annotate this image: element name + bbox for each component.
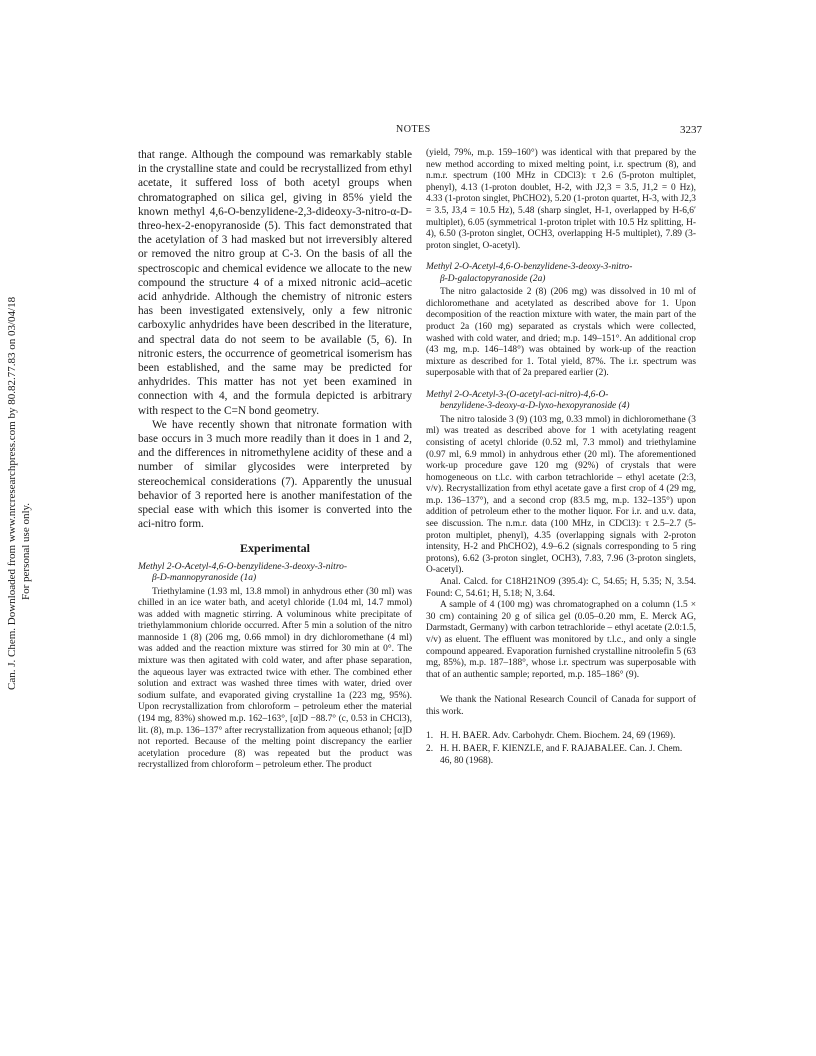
body-paragraph: A sample of 4 (100 mg) was chromatographed on a column (1.5 × 30 cm) containing 20 g of silica gel (0.05–0.20 mm, E. Merck AG, Darmstadt, Germany) with carbon tetrachloride – ethyl acetate (2.0:1.5, v/v) as eluent. The effluent was monitored by t.l.c., and only a single compound appeared. Evaporation furnished crystalline nitroolefin 5 (63 mg, 85%), m.p. 187–188°, whose i.r. spectrum was superposable with that of an authentic sample; reported, m.p. 185–186° (9). — [426, 600, 696, 680]
subsection-heading — [426, 390, 696, 413]
subsection-heading — [138, 562, 412, 585]
watermark-line-2: For personal use only. — [20, 502, 32, 600]
body-paragraph: The nitro taloside 3 (9) (103 mg, 0.33 mmol) in dichloromethane (3 ml) was treated as described above for 1 with acetylating reagent consisting of acetyl chloride (0.52 ml, 7.3 mmol) and triethylamine (0.97 ml, 6.9 mmol) in anhydrous ether (20 ml). The aforementioned work-up procedure gave 120 mg (92%) of crystals that were homogeneous on t.l.c. with carbon tetrachloride – ethyl acetate (2:3, v/v). Recrystallization from ethyl acetate gave a first crop of 4 (29 mg, m.p. 136–137°), and a second crop (83.5 mg, m.p. 132–135°) upon addition of petroleum ether to the mother liquor. For i.r. and u.v. data, see discussion. The n.m.r. data (100 MHz, in CDCl3): τ 2.5–2.7 (5-proton multiplet, phenyl), 4.35 (overlapping signals with 2-proton intensity, H-2 and PhCHO2), 4.9–6.2 (signals corresponding to 5 ring protons), 6.62 (3-proton singlet, OCH3), 7.83, 7.96 (3-proton singlets, O-acetyl). — [426, 414, 696, 576]
reference-item — [426, 731, 696, 743]
acknowledgement: We thank the National Research Council of Canada for support of this work. — [426, 695, 696, 717]
reference-text: H. H. BAER, F. KIENZLE, and F. RAJABALEE. Can. J. Chem. 46, 80 (1968). — [440, 744, 683, 766]
subsection-heading-line: Methyl 2-O-Acetyl-4,6-O-benzylidene-3-deoxy-3-nitro- — [426, 262, 633, 273]
body-paragraph: that range. Although the compound was remarkably stable in the crystalline state and could be recrystallized from ethyl acetate, it suffered loss of both acetyl groups when chromatographed on silica gel, giving in 85% yield the known methyl 4,6-O-benzylidene-2,3-dideoxy-3-nitro-α-D-threo-hex-2-enopyranoside (5). This fact demonstrated that the acetylation of 3 had masked but not irreversibly altered or removed the nitro group at C-3. On the basis of all the spectroscopic and chemical evidence we allocate to the new compound the structure 4 of a mixed nitronic acid–acetic acid anhydride. Although the chemistry of nitronic esters has been investigated extensively, only a few nitronic carboxylic anhydrides have been described in the literature, and spectral data do not seem to be available (5, 6). In nitronic esters, the occurrence of geometrical isomerism has been established, and the same may be predicted for anhydrides. This matter has not yet been examined in connection with 4, and the formula depicted is arbitrary with respect to the C=N bond geometry. — [138, 149, 412, 417]
subsection-heading-line: Methyl 2-O-Acetyl-3-(O-acetyl-aci-nitro)-4,6-O- — [426, 389, 609, 400]
reference-list — [426, 731, 696, 768]
body-paragraph: The nitro galactoside 2 (8) (206 mg) was dissolved in 10 ml of dichloromethane and acetylated as described above for 1. Upon decomposition of the reaction mixture with water, the main part of the product 2a (160 mg) separated as crystals which were collected, washed with cold water, and dried; m.p. 149–151°. An additional crop (43 mg, m.p. 146–148°) was obtained by work-up of the reaction mixture as described for 1. Total yield, 87%. The i.r. spectrum was superposable with that of 2a prepared earlier (2). — [426, 287, 696, 379]
page-number: 3237 — [680, 124, 702, 136]
running-head — [0, 124, 816, 140]
reference-text: H. H. BAER. Adv. Carbohydr. Chem. Biochem. 24, 69 (1969). — [440, 730, 676, 741]
download-watermark — [4, 290, 40, 690]
watermark-line-1: Can. J. Chem. Downloaded from www.nrcresearchpress.com by 80.82.77.83 on 03/04/18 — [6, 296, 18, 690]
subsection-heading — [426, 262, 696, 285]
left-column — [138, 148, 412, 772]
body-paragraph: Anal. Calcd. for C18H21NO9 (395.4): C, 54.65; H, 5.35; N, 3.54. Found: C, 54.61; H, 5.18; N, 3.64. — [426, 577, 696, 599]
reference-number: 2. — [426, 744, 434, 755]
body-paragraph: (yield, 79%, m.p. 159–160°) was identical with that prepared by the new method according to mixed melting point, i.r. spectrum (8), and n.m.r. spectrum (100 MHz in CDCl3): τ 2.6 (5-proton multiplet, phenyl), 4.13 (1-proton doublet, H-2, with J2,3 = 3.5, J1,2 = 0 Hz), 4.33 (1-proton singlet, PhCHO2), 5.20 (1-proton quartet, H-3, with J2,3 = 3.5, J3,4 = 10.5 Hz), 5.48 (sharp singlet, H-1, overlapped by H-6,6′ multiplet), 6.05 (symmetrical 1-proton triplet with 10.5 Hz splitting, H-4), 6.50 (3-proton singlet, OCH3, overlapping H-5 multiplet), 7.89 (3-proton singlet, O-acetyl). — [426, 148, 696, 251]
subsection-heading-line: β-D-galactopyranoside (2a) — [440, 273, 546, 284]
subsection-heading-line: benzylidene-3-deoxy-α-D-lyxo-hexopyranoside (4) — [440, 401, 630, 412]
section-heading-experimental: Experimental — [240, 541, 310, 556]
subsection-heading-line: β-D-mannopyranoside (1a) — [152, 573, 257, 584]
body-paragraph: Triethylamine (1.93 ml, 13.8 mmol) in anhydrous ether (30 ml) was chilled in an ice water bath, and acetyl chloride (1.04 ml, 14.7 mmol) was added with magnetic stirring. A voluminous white precipitate of triethylammonium chloride occurred. After 5 min a solution of the nitro mannoside 1 (8) (206 mg, 0.66 mmol) in dry dichloromethane (4 ml) was added and the reaction mixture was stirred for 30 min at 0°. The mixture was then agitated with cold water, and after phase separation, the aqueous layer was extracted twice with ether. The combined ether solution and extract was washed three times with water, dried over sodium sulfate, and evaporated giving crystalline 1a (223 mg, 95%). Upon recrystallization from chloroform – petroleum ether the material (194 mg, 83%) showed m.p. 162–163°, [α]D −88.7° (c, 0.53 in CHCl3), lit. (8), m.p. 136–137° after recrystallization from aqueous ethanol; [α]D not reported. Because of the melting point discrepancy the earlier acetylation procedure (8) was repeated but the product was recrystallized from chloroform – petroleum ether. The product — [138, 586, 412, 771]
reference-item — [426, 744, 696, 767]
right-column — [426, 148, 696, 769]
reference-number: 1. — [426, 730, 434, 741]
body-paragraph: We have recently shown that nitronate formation with base occurs in 3 much more readily than it does in 1 and 2, and the differences in nitromethylene acidity of these and a number of similar glycosides were interpreted by stereochemical considerations (7). Apparently the unusual behavior of 3 reported here is another manifestation of the special ease with which this isomer is converted into the aci-nitro form. — [138, 418, 412, 531]
running-title: NOTES — [396, 124, 431, 135]
subsection-heading-line: Methyl 2-O-Acetyl-4,6-O-benzylidene-3-deoxy-3-nitro- — [138, 561, 348, 572]
